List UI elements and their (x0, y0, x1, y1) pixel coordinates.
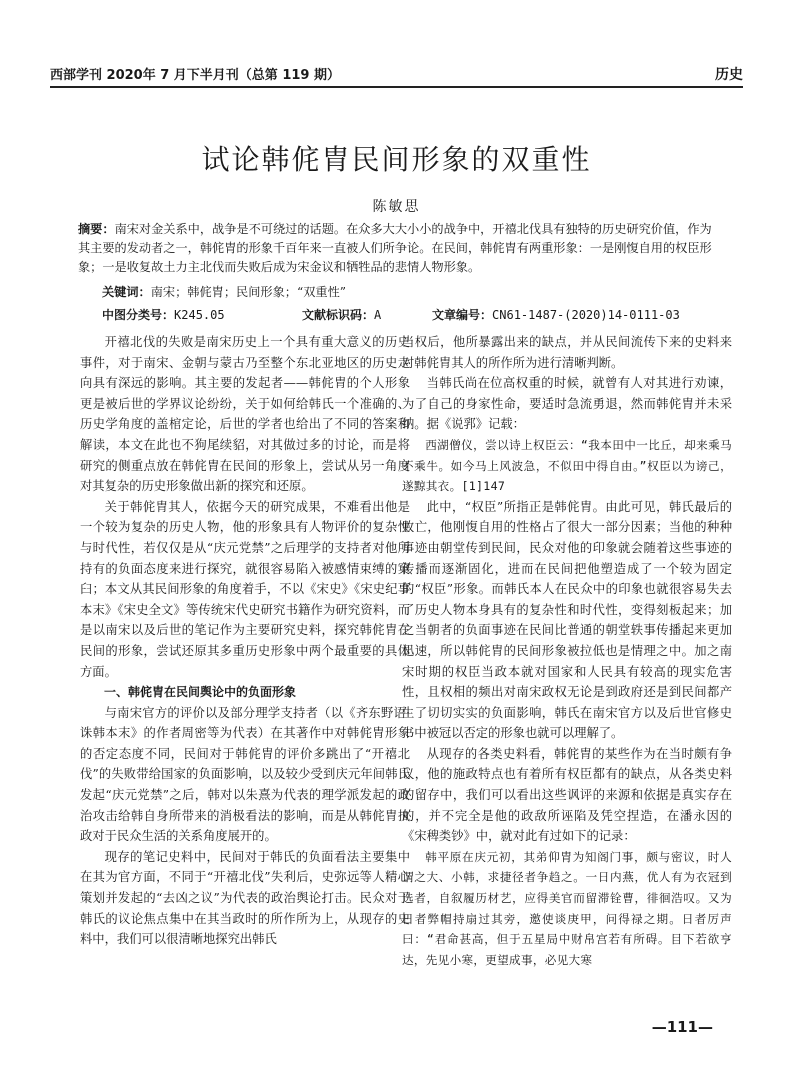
author-name: 陈敏思 (372, 199, 421, 215)
clc-value: K245.05 (174, 308, 225, 322)
block-quote: 西湖僧仪，尝以诗上权臣云：“我本田中一比丘，却来乘马不乘牛。如今马上风波急，不似田中得自由。”权臣以为谤己，遂黥其衣。[1]147 (402, 437, 732, 494)
keywords (102, 283, 722, 300)
body-paragraph: 从现存的各类史料看，韩侂胄的某些作为在当时颇有争议，他的施政特点也有着所有权臣都有的缺点，从各类史料的留存中，我们可以看出这些讽评的来源和依据是真实存在的，并不完全是他的政敌所诬陷及凭空捏造，在潘永因的《宋稗类钞》中，就对此有过如下的记录： (402, 746, 732, 844)
abstract (78, 220, 718, 277)
right-column (402, 332, 732, 970)
article-no-value: CN61-1487-(2020)14-0111-03 (492, 308, 680, 322)
abstract-label: 摘要： (78, 222, 115, 236)
section-heading: 一、韩侂胄在民间舆论中的负面形象 (104, 685, 297, 700)
running-header (50, 62, 743, 84)
body-paragraph: 此中，“权臣”所指正是韩侂胄。由此可见，韩氏最后的败亡，他刚愎自用的性格占了很大一部分因素；当他的种种事迹由朝堂传到民间，民众对他的印象就会随着这些事迹的传播而逐渐固化，进而在民间把他塑造成了一个较为固定的“权臣”形象。而韩氏本人在民众中的印象也就很容易失去了历史人物本身具有的复杂性和时代性，变得刻板起来；加之当朝者的负面事迹在民间比普通的朝堂轶事传播起来更加迅速，所以韩侂胄的民间形象被拉低也是情理之中。加之南宋时期的权臣当政本就对国家和人民具有较高的现实危害性，且权相的频出对南宋政权无论是到政府还是到民间都产生了切切实实的负面影响，韩氏在南宋官方以及后世官修史书中被冠以否定的形象也就可以理解了。 (402, 499, 732, 741)
section-label: 历史 (715, 67, 743, 83)
keywords-label: 关键词： (102, 285, 151, 299)
article-no-label: 文章编号： (432, 308, 493, 322)
body-paragraph: 关于韩侂胄其人，依据今天的研究成果，不难看出他是一个较为复杂的历史人物，他的形象具有人物评价的复杂性与时代性，若仅仅是从“庆元党禁”之后理学的支持者对他所持有的负面态度来进行探究，就很容易陷入被感情束缚的窠臼；本文从其民间形象的角度着手，不以《宋史》《宋史纪事本末》《宋史全文》等传统宋代史研究书籍作为研究资料，而是以南宋以及后世的笔记作为主要研究史料，探究韩侂胄在民间的形象，尝试还原其多重历史形象中两个最重要的具体方面。 (80, 499, 410, 679)
article-metadata (102, 306, 742, 323)
journal-issue: 西部学刊 2020年 7 月下半月刊（总第 119 期） (50, 68, 340, 83)
header-rule (50, 86, 743, 88)
article-title: 试论韩侂胄民间形象的双重性 (201, 143, 592, 176)
abstract-text: 南宋对金关系中，战争是不可绕过的话题。在众多大大小小的战争中，开禧北伐具有独特的历史研究价值，作为其主要的发动者之一，韩侂胄的形象千百年来一直被人们所争论。在民间，韩侂胄有两重形象：一是刚愎自用的权臣形象；一是收复故土力主北伐而失败后成为宋金议和牺牲品的悲情人物形象。 (78, 222, 712, 274)
doc-code-label: 文献标识码： (302, 308, 375, 322)
page-number: —111— (651, 1018, 713, 1036)
clc-label: 中图分类号： (102, 308, 175, 322)
doc-code-value: A (374, 308, 382, 322)
body-paragraph: 开禧北伐的失败是南宋历史上一个具有重大意义的历史事件，对于南宋、金朝与蒙古乃至整个东北亚地区的历史走向具有深远的影响。其主要的发起者——韩侂胄的个人形象更是被后世的学界议论纷纷，关于如何给韩氏一个准确的、历史学角度的盖棺定论，后世的学者也给出了不同的答案和解读，本文在此也不狗尾续貂，对其做过多的讨论，而是将研究的侧重点放在韩侂胄在民间的形象上，尝试从另一角度对其复杂的历史形象做出新的探究和还原。 (80, 335, 410, 494)
body-paragraph: 现存的笔记史料中，民间对于韩氏的负面看法主要集中在其为官方面，不同于“开禧北伐”失利后，史弥远等人精心策划并发起的“去凶之议”为代表的政治舆论打击。民众对于韩氏的议论焦点集中在其当政时的所作所为上，从现存的史料中，我们可以很清晰地探究出韩氏 (80, 849, 410, 947)
body-paragraph: 当韩氏尚在位高权重的时候，就曾有人对其进行劝谏，为了自己的身家性命，要适时急流勇退，然而韩侂胄并未采纳。据《说郛》记载： (402, 376, 732, 432)
left-column (80, 332, 410, 950)
body-paragraph: 与南宋官方的评价以及部分理学支持者（以《齐东野语·诛韩本末》的作者周密等为代表）在其著作中对韩侂胄形象的否定态度不同，民间对于韩侂胄的评价多跳出了“开禧北伐”的失败带给国家的负面影响，以及较少受到庆元年间韩氏发起“庆元党禁”之后，韩对以朱熹为代表的理学派发起的政治攻击给韩自身所带来的消极看法的影响，而是从韩侂胄执政对于民众生活的关系角度展开的。 (80, 705, 410, 844)
keywords-text: 南宋；韩侂胄；民间形象；“双重性” (150, 285, 347, 299)
block-quote: 韩平原在庆元初，其弟仰胄为知阁门事，颇与密议，时人谓之大、小韩，求捷径者争趋之。一日内燕，优人有为衣冠到选者，自叙履历材艺，应得美官而留滞铨曹，徘徊浩叹。又为日者弊帽持扇过其旁，邀使谈庚甲，问得禄之期。日者厉声曰：“君命甚高，但于五星局中财帛宫若有所碍。目下若欲亨达，先见小寒，更望成事，必见大寒 (402, 849, 732, 967)
body-paragraph: 当权后，他所暴露出来的缺点，并从民间流传下来的史料来对韩侂胄其人的所作所为进行清晰判断。 (402, 335, 732, 370)
